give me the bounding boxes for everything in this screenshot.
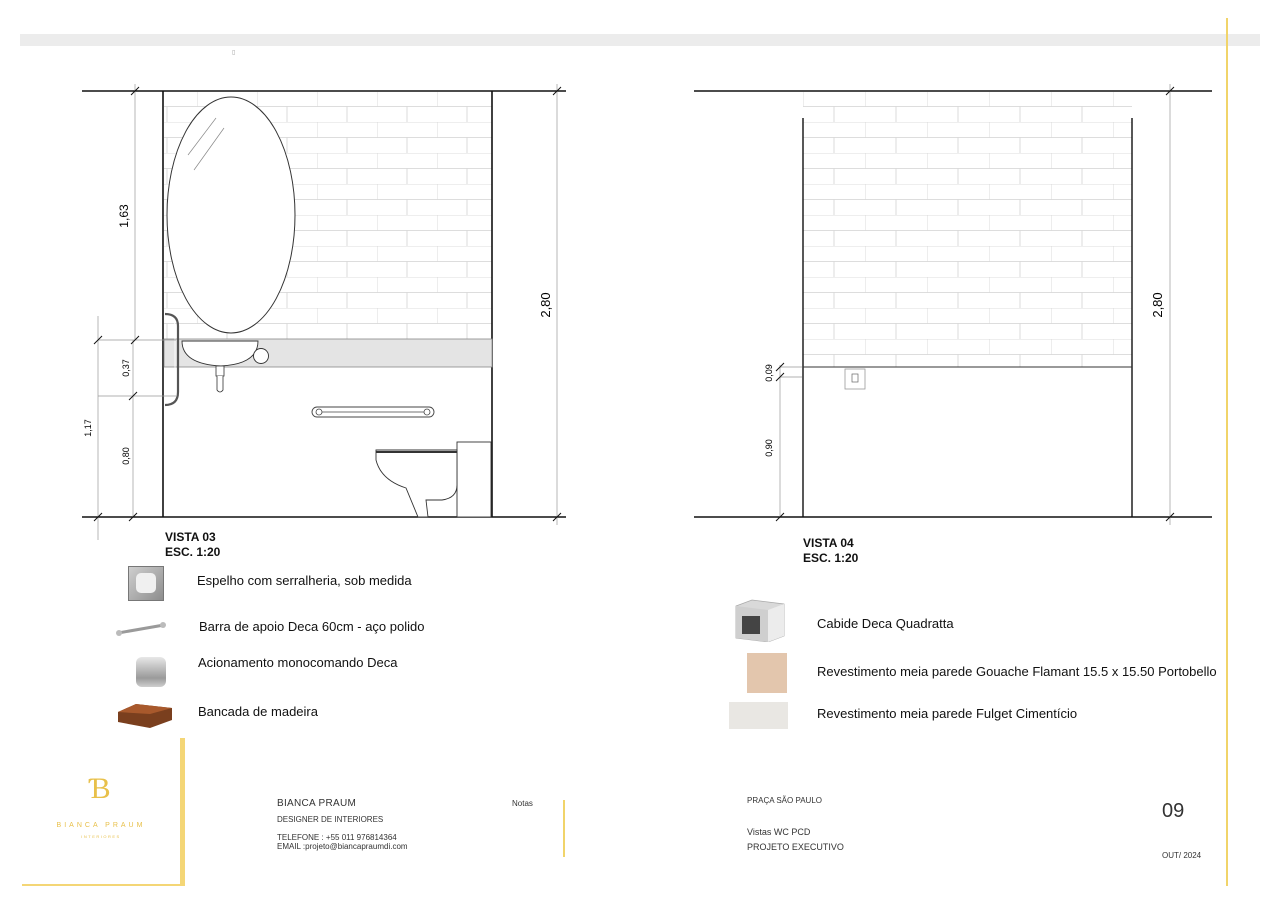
elevation-vista-03: [76, 80, 576, 545]
view-scale: ESC. 1:20: [803, 551, 859, 565]
sheet-type: PROJETO EXECUTIVO: [747, 842, 844, 852]
placeholder-icon: ▯: [232, 50, 236, 56]
elevation-vista-04: [690, 80, 1220, 540]
legend-item-tile-pink: Revestimento meia parede Gouache Flamant 15.5 x 15.50 Portobello: [817, 664, 1217, 679]
dim-label-280-right: 2,80: [1150, 292, 1165, 318]
flush-button-thumbnail-icon: [136, 657, 166, 687]
designer-role: DESIGNER DE INTERIORES: [277, 815, 384, 824]
view-title: VISTA 04: [803, 536, 854, 550]
flush-button: [254, 349, 269, 364]
designer-name: BIANCA PRAUM: [277, 798, 357, 809]
legend-item-flush: Acionamento monocomando Deca: [198, 655, 398, 670]
grab-bar-thumbnail-icon: [114, 620, 168, 638]
notes-label: Notas: [512, 799, 533, 808]
legend-item-grab-bar: Barra de apoio Deca 60cm - aço polido: [199, 619, 425, 634]
wood-counter-thumbnail-icon: [116, 700, 174, 732]
page-number: 09: [1162, 800, 1185, 822]
mirror-thumbnail-icon: [128, 566, 164, 601]
sheet-date: OUT/ 2024: [1162, 851, 1202, 860]
view-title: VISTA 03: [165, 530, 216, 544]
dim-label-117: 1,17: [83, 419, 93, 437]
legend-item-counter: Bancada de madeira: [198, 704, 318, 719]
sheet-title: Vistas WC PCD: [747, 827, 811, 837]
designer-email: EMAIL :projeto@biancapraumdi.com: [277, 842, 408, 851]
dim-label-037: 0,37: [121, 359, 131, 377]
dim-label-280: 2,80: [538, 292, 553, 318]
toilet-tank: [457, 442, 491, 517]
logo-panel: [22, 738, 185, 886]
logo-subtext: INTERIORES: [81, 834, 121, 839]
oval-mirror: [167, 97, 295, 333]
dim-label-009: 0,09: [764, 364, 774, 382]
dim-label-090: 0,90: [764, 439, 774, 457]
right-border-line: [1226, 18, 1228, 886]
view-title-04: [803, 536, 858, 566]
tile-pink-swatch-icon: [747, 653, 787, 693]
hook-thumbnail-icon: [732, 598, 786, 642]
legend-item-mirror: Espelho com serralheria, sob medida: [197, 573, 412, 588]
tile-cement-swatch-icon: [729, 702, 788, 729]
dim-label-163: 1,63: [117, 204, 131, 228]
project-name: PRAÇA SÃO PAULO: [747, 796, 822, 805]
footer-separator: [563, 800, 565, 857]
logo-text: BIANCA PRAUM: [56, 822, 146, 829]
view-scale: ESC. 1:20: [165, 545, 221, 559]
toilet-bowl: [376, 450, 457, 517]
logo-monogram-icon: Ɓ: [88, 772, 111, 805]
top-header-bar: [20, 34, 1260, 46]
wall-tiles-right: [803, 92, 1132, 367]
designer-phone: TELEFONE : +55 011 976814364: [277, 833, 397, 842]
dim-label-080: 0,80: [121, 447, 131, 465]
legend-item-tile-cement: Revestimento meia parede Fulget Cimentício: [817, 706, 1078, 721]
legend-item-hook: Cabide Deca Quadratta: [817, 616, 954, 631]
view-title-03: [165, 530, 220, 560]
